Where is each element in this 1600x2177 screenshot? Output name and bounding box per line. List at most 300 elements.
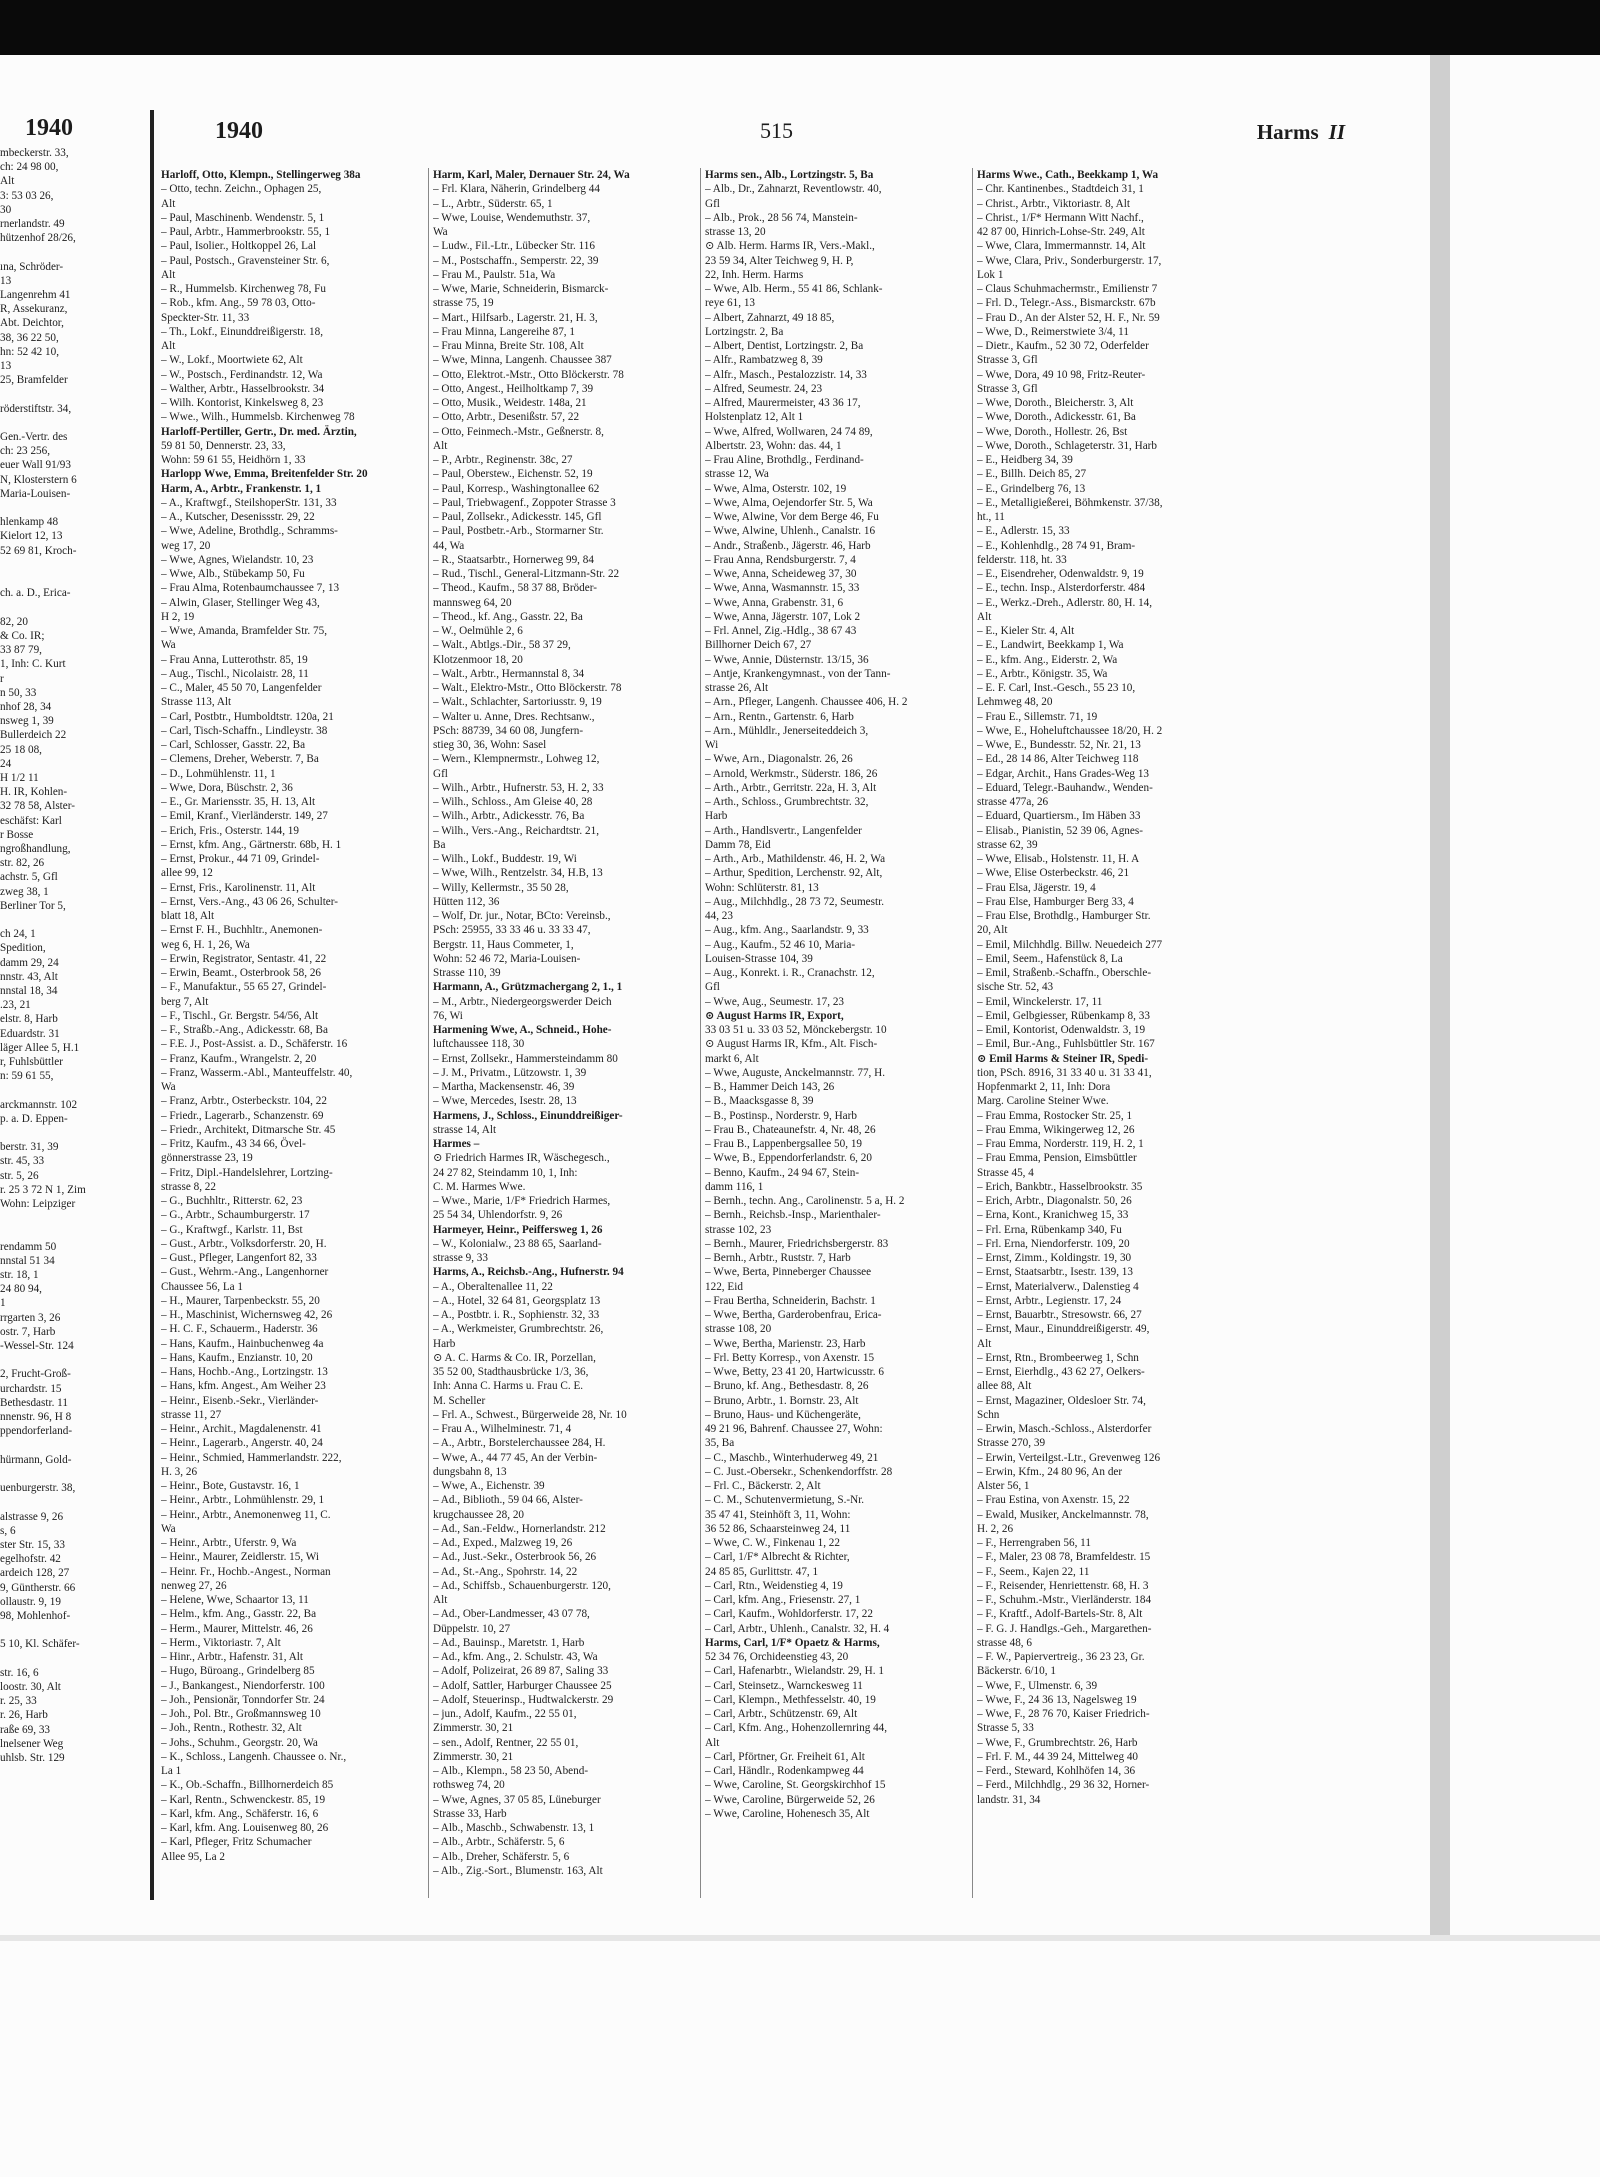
directory-entry: – Emil, Kranf., Vierländerstr. 149, 27: [161, 810, 328, 823]
directory-entry: – Mart., Hilfsarb., Lagerstr. 21, H. 3,: [433, 311, 598, 324]
directory-entry: Harlopp Wwe, Emma, Breitenfelder Str. 20: [161, 468, 368, 481]
directory-entry: Harloff-Pertiller, Gertr., Dr. med. Ärztin,: [161, 425, 357, 438]
directory-entry: – Christ., 1/F* Hermann Witt Nachf.,: [977, 211, 1144, 224]
left-page-line: [0, 1225, 150, 1239]
directory-entry: Harloff, Otto, Klempn., Stellingerweg 38a: [161, 169, 361, 181]
left-page-line: [0, 501, 150, 515]
directory-entry: 25 54 34, Uhlendorfstr. 9, 26: [433, 1209, 563, 1222]
directory-entry: – Paul, Triebwagenf., Zoppoter Strasse 3: [433, 496, 616, 509]
directory-entry: strasse 477a, 26: [977, 796, 1049, 808]
directory-entry: – Alb., Zig.-Sort., Blumenstr. 163, Alt: [433, 1864, 603, 1877]
directory-entry: – B., Postinsp., Norderstr. 9, Harb: [705, 1109, 857, 1122]
left-page-line: nnstal 51 34: [0, 1254, 55, 1267]
directory-entry: Strasse 5, 33: [977, 1722, 1034, 1735]
directory-entry: strasse 9, 33: [433, 1252, 488, 1264]
directory-entry: – Erwin, Registrator, Sentastr. 41, 22: [161, 952, 327, 965]
directory-entry: – Emil, Kontorist, Odenwaldstr. 3, 19: [977, 1024, 1146, 1036]
directory-entry: – Heinr., Schmied, Hammerlandstr. 222,: [161, 1451, 342, 1464]
directory-entry: – Karl, kfm. Ang., Schäferstr. 16, 6: [161, 1807, 319, 1820]
directory-entry: – Wwe, Elisab., Holstenstr. 11, H. A: [977, 853, 1140, 865]
directory-entry: – C., Maschb., Winterhuderweg 49, 21: [705, 1451, 879, 1464]
left-page-line: ch: 23 256,: [0, 445, 51, 458]
directory-entry: – P., Arbtr., Reginenstr. 38c, 27: [433, 454, 573, 466]
directory-entry: – Frau Emma, Rostocker Str. 25, 1: [977, 1109, 1133, 1122]
directory-entry: Marg. Caroline Steiner Wwe.: [977, 1095, 1109, 1108]
directory-entry: Harmeyer, Heinr., Peiffersweg 1, 26: [433, 1223, 603, 1236]
left-page-line: 3: 53 03 26,: [0, 189, 54, 202]
directory-entry: – Heinr., Eisenb.-Sekr., Vierländer-: [161, 1394, 319, 1407]
directory-entry: – Bruno, kf. Ang., Bethesdastr. 8, 26: [705, 1380, 869, 1393]
directory-entry: – Ad., Biblioth., 59 04 66, Alster-: [433, 1494, 583, 1507]
directory-entry: – Ernst, Prokur., 44 71 09, Grindel-: [161, 853, 320, 865]
directory-entry: – Gust., Arbtr., Volksdorferstr. 20, H.: [161, 1237, 327, 1250]
directory-entry: – Herm., Maurer, Mittelstr. 46, 26: [161, 1622, 313, 1635]
directory-entry: – Walther, Arbtr., Hasselbrookstr. 34: [161, 382, 325, 395]
directory-entry: – Erwin, Masch.-Schloss., Alsterdorfer: [977, 1423, 1152, 1435]
directory-entry: – Ad., San.-Feldw., Hornerlandstr. 212: [433, 1522, 606, 1535]
left-page-line: [0, 1353, 150, 1367]
directory-entry: – Alfr., Masch., Pestalozzistr. 14, 33: [705, 368, 867, 381]
left-page-line: Bethesdastr. 11: [0, 1396, 68, 1409]
directory-entry: – Wwe, Anna, Scheideweg 37, 30: [705, 568, 857, 580]
book-gutter: [150, 110, 154, 1900]
directory-entry: 36 52 86, Schaarsteinweg 24, 11: [705, 1522, 851, 1535]
left-page-line: R, Assekuranz,: [0, 303, 68, 316]
directory-entry: – H., Maurer, Tarpenbeckstr. 55, 20: [161, 1294, 320, 1307]
directory-entry: strasse 26, Alt: [705, 682, 769, 694]
directory-entry: Alt: [161, 268, 176, 281]
left-page-line: ostr. 7, Harb: [0, 1325, 56, 1338]
directory-entry: – Wilh., Arbtr., Hufnerstr. 53, H. 2, 33: [433, 781, 604, 794]
directory-entry: – Joh., Pol. Btr., Großmannsweg 10: [161, 1708, 321, 1720]
directory-entry: – Frl. F. M., 44 39 24, Mittelweg 40: [977, 1750, 1139, 1763]
directory-entry: – Frau Emma, Wikingerweg 12, 26: [977, 1123, 1135, 1136]
directory-entry: – Carl, Arbtr., Uhlenh., Canalstr. 32, H. 4: [705, 1622, 890, 1635]
header-year: 1940: [215, 118, 263, 144]
directory-entry: – sen., Adolf, Rentner, 22 55 01,: [433, 1736, 579, 1749]
directory-entry: ⊙ A. C. Harms & Co. IR, Porzellan,: [433, 1351, 596, 1364]
left-page-line: 24: [0, 757, 12, 770]
directory-entry: Albertstr. 23, Wohn: das. 44, 1: [705, 439, 842, 452]
directory-entry: Zimmerstr. 30, 21: [433, 1722, 514, 1735]
directory-entry: – A., Arbtr., Borstelerchaussee 284, H.: [433, 1437, 606, 1450]
left-page-line: röderstiftstr. 34,: [0, 402, 72, 415]
directory-entry: – Ad., Just.-Sekr., Osterbrook 56, 26: [433, 1551, 597, 1564]
directory-entry: Wohn: 52 46 72, Maria-Louisen-: [433, 952, 581, 965]
directory-entry: – Arth., Arb., Mathildenstr. 46, H. 2, Wa: [705, 853, 886, 865]
directory-entry: – W., Kolonialw., 23 88 65, Saarland-: [433, 1237, 602, 1250]
left-page-line: str. 45, 33: [0, 1155, 45, 1168]
left-page-line: Alt: [0, 175, 15, 188]
directory-entry: – Wwe, Annie, Düsternstr. 13/15, 36: [705, 653, 869, 666]
directory-entry: – Ewald, Musiker, Anckelmannstr. 78,: [977, 1508, 1149, 1521]
directory-entry: PSch: 25955, 33 33 46 u. 33 33 47,: [433, 924, 591, 937]
directory-entry: – Karl, Rentn., Schwenckestr. 85, 19: [161, 1793, 326, 1806]
directory-entry: – F., Reisender, Henriettenstr. 68, H. 3: [977, 1579, 1149, 1592]
directory-entry: – Alb., Arbtr., Schäferstr. 5, 6: [433, 1836, 565, 1849]
directory-entry: Alt: [433, 439, 448, 452]
left-page-line: 32 78 58, Alster-: [0, 800, 75, 813]
directory-entry: – L., Arbtr., Süderstr. 65, 1: [433, 197, 553, 210]
directory-entry: – Wwe, E., Hoheluftchaussee 18/20, H. 2: [977, 724, 1163, 737]
directory-entry: dungsbahn 8, 13: [433, 1465, 507, 1478]
left-page-line: n: 59 61 55,: [0, 1070, 54, 1083]
directory-entry: – Wwe, Doroth., Hollestr. 26, Bst: [977, 425, 1128, 438]
left-page-line: ollaustr. 9, 19: [0, 1595, 61, 1608]
directory-entry: – Clemens, Dreher, Weberstr. 7, Ba: [161, 753, 319, 766]
directory-entry: rothsweg 74, 20: [433, 1779, 505, 1792]
left-page-line: hn: 52 42 10,: [0, 345, 60, 358]
directory-entry: – E., Kieler Str. 4, Alt: [977, 625, 1075, 637]
directory-entry: – Eduard, Quartiersm., Im Häben 33: [977, 810, 1141, 823]
directory-entry: – Frau Alma, Rotenbaumchaussee 7, 13: [161, 582, 340, 595]
directory-entry: – Wwe, Alfred, Wollwaren, 24 74 89,: [705, 425, 873, 438]
directory-entry: – Alwin, Glaser, Stellinger Weg 43,: [161, 596, 320, 609]
directory-entry: – W., Postsch., Ferdinandstr. 12, Wa: [161, 368, 323, 381]
left-page-line: Langenrehm 41: [0, 289, 71, 302]
directory-entry: Bäckerstr. 6/10, 1: [977, 1665, 1056, 1678]
left-page-line: H. IR, Kohlen-: [0, 786, 68, 799]
directory-entry: – Carl, Tisch-Schaffn., Lindleystr. 38: [161, 724, 328, 737]
directory-entry: – Paul, Korresp., Washingtonallee 62: [433, 482, 600, 495]
directory-entry: – Ernst, Rtn., Brombeerweg 1, Schn: [977, 1351, 1139, 1364]
directory-entry: – Frau Estina, von Axenstr. 15, 22: [977, 1494, 1130, 1507]
directory-entry: – Wilh., Lokf., Buddestr. 19, Wi: [433, 853, 577, 865]
left-page-line: eschäfst: Karl: [0, 814, 62, 827]
directory-entry: – Karl, kfm. Ang. Louisenweg 80, 26: [161, 1822, 329, 1834]
left-page-line: str. 5, 26: [0, 1169, 39, 1182]
directory-entry: – Heinr., Arbtr., Anemonenweg 11, C.: [161, 1508, 331, 1521]
left-page-year: 1940: [25, 115, 73, 141]
directory-entry: – E., Gr. Mariensstr. 35, H. 13, Alt: [161, 796, 316, 808]
directory-entry: – Gust., Wehrm.-Ang., Langenhorner: [161, 1266, 329, 1279]
left-page-line: arckmannstr. 102: [0, 1098, 78, 1111]
directory-entry: Harb: [433, 1337, 456, 1350]
directory-entry: – C., Maler, 45 50 70, Langenfelder: [161, 682, 322, 694]
directory-entry: ⊙ Emil Harms & Steiner IR, Spedi-: [977, 1052, 1149, 1065]
left-page-line: .23, 21: [0, 999, 31, 1012]
left-page-line: s, 6: [0, 1524, 16, 1537]
directory-entry: – Alfr., Rambatzweg 8, 39: [705, 354, 823, 367]
directory-entry: – jun., Adolf, Kaufm., 22 55 01,: [433, 1708, 577, 1720]
directory-entry: – A., Kraftwgf., SteilshoperStr. 131, 33: [161, 496, 337, 509]
directory-entry: Hopfenmarkt 2, 11, Inh: Dora: [977, 1081, 1111, 1093]
directory-entry: – Hugo, Büroang., Grindelberg 85: [161, 1665, 315, 1678]
left-page-line: n 50, 33: [0, 686, 37, 699]
directory-entry: – Frau M., Paulstr. 51a, Wa: [433, 268, 556, 281]
directory-entry: – Carl, 1/F* Albrecht & Richter,: [705, 1551, 850, 1564]
directory-entry: – Walt., Schlachter, Sartoriusstr. 9, 19: [433, 696, 602, 709]
directory-entry: – Alb., Dr., Zahnarzt, Reventlowstr. 40,: [705, 183, 882, 196]
directory-entry: – K., Schloss., Langenh. Chaussee o. Nr.,: [161, 1750, 347, 1763]
directory-entry: – Bernh., Arbtr., Ruststr. 7, Harb: [705, 1252, 851, 1264]
directory-entry: – Carl, Steinsetz., Warnckesweg 11: [705, 1679, 863, 1692]
directory-entry: – Albert, Zahnarzt, 49 18 85,: [705, 311, 835, 324]
left-page-line: [0, 245, 150, 259]
left-page-line: 13: [0, 274, 12, 287]
directory-entry: – Wwe, Bertha, Marienstr. 23, Harb: [705, 1337, 866, 1350]
directory-entry: – Bernh., Maurer, Friedrichsbergerstr. 83: [705, 1237, 889, 1250]
directory-entry: 23 59 34, Alter Teichweg 9, H. P,: [705, 254, 854, 267]
directory-entry: gönnerstrasse 23, 19: [161, 1152, 253, 1165]
directory-entry: – Otto, Feinmech.-Mstr., Geßnerstr. 8,: [433, 425, 604, 438]
left-page-line: 25, Bramfelder: [0, 374, 68, 387]
directory-entry: – Wwe, Caroline, St. Georgskirchhof 15: [705, 1779, 886, 1792]
left-page-line: 98, Mohlenhof-: [0, 1609, 71, 1622]
directory-entry: – Wwe, Agnes, 37 05 85, Lüneburger: [433, 1793, 601, 1806]
directory-entry: – Dietr., Kaufm., 52 30 72, Oderfelder: [977, 340, 1149, 352]
directory-entry: – Wwe, Dora, Büschstr. 2, 36: [161, 781, 293, 794]
left-page-line: r. 26, Harb: [0, 1709, 48, 1722]
directory-entry: Harmening Wwe, A., Schneid., Hohe-: [433, 1024, 612, 1036]
directory-entry: – Wwe, Aug., Seumestr. 17, 23: [705, 995, 845, 1008]
directory-entry: – Elisab., Pianistin, 52 39 06, Agnes-: [977, 824, 1143, 837]
directory-entry: 42 87 00, Hinrich-Lohse-Str. 249, Alt: [977, 226, 1145, 238]
directory-entry: H. 2, 26: [977, 1522, 1014, 1535]
directory-entry: – G., Buchhltr., Ritterstr. 62, 23: [161, 1195, 303, 1207]
directory-entry: – F. G. J. Handlgs.-Geh., Margarethen-: [977, 1622, 1152, 1635]
directory-entry: – Wwe, Arn., Diagonalstr. 26, 26: [705, 753, 853, 766]
directory-entry: allee 88, Alt: [977, 1380, 1032, 1393]
directory-entry: – K., Ob.-Schaffn., Billhornerdeich 85: [161, 1779, 334, 1792]
directory-entry: 49 21 96, Bahrenf. Chaussee 27, Wohn:: [705, 1423, 883, 1435]
directory-entry: – Willy, Kellermstr., 35 50 28,: [433, 881, 569, 894]
directory-entry: – Hans, Hochb.-Ang., Lortzingstr. 13: [161, 1366, 328, 1378]
directory-entry: – Heinr., Archit., Magdalenenstr. 41: [161, 1423, 322, 1435]
directory-entry: – Ad., St.-Ang., Spohrstr. 14, 22: [433, 1565, 578, 1578]
directory-entry: 33 03 51 u. 33 03 52, Mönckebergstr. 10: [705, 1024, 887, 1036]
directory-entry: strasse 102, 23: [705, 1223, 772, 1236]
directory-entry: Schn: [977, 1408, 1000, 1421]
directory-entry: strasse 62, 39: [977, 838, 1038, 851]
directory-entry: – Theod., kf. Ang., Gasstr. 22, Ba: [433, 610, 583, 623]
directory-entry: – H. C. F., Schauerm., Haderstr. 36: [161, 1323, 318, 1336]
directory-entry: – Wwe, E., Bundesstr. 52, Nr. 21, 13: [977, 739, 1141, 751]
directory-entry: – Wwe, Mercedes, Isestr. 28, 13: [433, 1095, 577, 1108]
left-page-line: 24 80 94,: [0, 1283, 42, 1296]
left-page-line: egelhofstr. 42: [0, 1553, 61, 1566]
directory-entry: Harmens, J., Schloss., Einunddreißiger-: [433, 1109, 623, 1122]
directory-entry: – Carl, Pförtner, Gr. Freiheit 61, Alt: [705, 1750, 865, 1763]
header-page-number: 515: [760, 118, 793, 143]
directory-entry: – E., Grindelberg 76, 13: [977, 482, 1086, 495]
directory-entry: – M., Postschaffn., Semperstr. 22, 39: [433, 254, 599, 267]
directory-entry: Harmes –: [433, 1138, 480, 1150]
directory-entry: – Wwe, F., 24 36 13, Nagelsweg 19: [977, 1693, 1137, 1706]
directory-entry: Lok 1: [977, 268, 1004, 281]
directory-column-1: [161, 168, 423, 1903]
directory-entry: krugchaussee 28, 20: [433, 1508, 525, 1521]
directory-entry: – Hans, Kaufm., Enzianstr. 10, 20: [161, 1351, 313, 1364]
directory-entry: – Wern., Klempnermstr., Lohweg 12,: [433, 753, 600, 766]
left-page-line: Abt. Deichtor,: [0, 317, 64, 330]
directory-column-3: [705, 168, 967, 1903]
directory-entry: – Wwe, Berta, Pinneberger Chaussee: [705, 1266, 872, 1279]
directory-entry: – Wwe, Caroline, Bürgerweide 52, 26: [705, 1793, 875, 1806]
directory-entry: 20, Alt: [977, 924, 1008, 937]
directory-entry: – C. Just.-Obersekr., Schenkendorffstr. 28: [705, 1465, 893, 1478]
directory-entry: – Frl. Klara, Näherin, Grindelberg 44: [433, 183, 600, 196]
left-page-line: -Wessel-Str. 124: [0, 1340, 74, 1353]
directory-entry: – Carl, Kaufm., Wohldorferstr. 17, 22: [705, 1608, 873, 1621]
directory-entry: – Frau Anna, Lutterothstr. 85, 19: [161, 653, 308, 666]
directory-entry: – Alb., Klempn., 58 23 50, Abend-: [433, 1765, 589, 1777]
directory-entry: – M., Arbtr., Niedergeorgswerder Deich: [433, 995, 612, 1008]
directory-entry: – Wwe, F., Grumbrechtstr. 26, Harb: [977, 1736, 1138, 1749]
directory-entry: mannsweg 64, 20: [433, 596, 512, 609]
directory-entry: Strasse 113, Alt: [161, 696, 232, 709]
directory-entry: Damm 78, Eid: [705, 838, 771, 851]
directory-entry: – Frau Elsa, Jägerstr. 19, 4: [977, 881, 1096, 894]
directory-entry: – Wwe, Alwine, Vor dem Berge 46, Fu: [705, 511, 879, 523]
directory-entry: Strasse 110, 39: [433, 967, 501, 979]
left-page-line: ch 24, 1: [0, 928, 36, 941]
directory-entry: – Wwe, Doroth., Schlageterstr. 31, Harb: [977, 439, 1157, 452]
directory-entry: weg 17, 20: [161, 539, 211, 552]
directory-entry: – Franz, Arbtr., Osterbeckstr. 104, 22: [161, 1095, 327, 1108]
directory-entry: 35, Ba: [705, 1437, 735, 1450]
left-page-line: [0, 1652, 150, 1666]
directory-entry: – Aug., Tischl., Nicolaistr. 28, 11: [161, 667, 309, 680]
directory-entry: – Heinr., Arbtr., Uferstr. 9, Wa: [161, 1537, 297, 1549]
directory-entry: strasse 12, Wa: [705, 468, 769, 481]
directory-entry: – Arth., Handlsvertr., Langenfelder: [705, 824, 862, 837]
directory-entry: – E., Billh. Deich 85, 27: [977, 468, 1087, 481]
directory-entry: – Wwe., Wilh., Hummelsb. Kirchenweg 78: [161, 411, 355, 424]
directory-entry: – Wwe., Marie, 1/F* Friedrich Harmes,: [433, 1195, 611, 1207]
directory-entry: Strasse 270, 39: [977, 1437, 1046, 1450]
directory-entry: – Wwe, Betty, 23 41 20, Hartwicusstr. 6: [705, 1366, 884, 1378]
directory-entry: – E., techn. Insp., Alsterdorferstr. 484: [977, 582, 1146, 595]
directory-entry: strasse 108, 20: [705, 1323, 772, 1336]
left-page-line: N, Klosterstern 6: [0, 473, 77, 486]
directory-entry: Chaussee 56, La 1: [161, 1280, 244, 1293]
left-page-line: euer Wall 91/93: [0, 459, 71, 472]
directory-entry: 35 47 41, Steinhöft 3, 11, Wohn:: [705, 1508, 851, 1521]
directory-entry: 44, Wa: [433, 539, 465, 552]
directory-entry: M. Scheller: [433, 1394, 486, 1407]
left-page-line: 38, 36 22 50,: [0, 331, 59, 344]
directory-entry: – Frau Minna, Langereihe 87, 1: [433, 325, 575, 338]
directory-entry: – Bruno, Arbtr., 1. Bornstr. 23, Alt: [705, 1394, 859, 1407]
directory-entry: Wohn: 59 61 55, Heidhörn 1, 33: [161, 454, 306, 466]
directory-entry: – Wwe, Caroline, Hohenesch 35, Alt: [705, 1807, 870, 1820]
directory-entry: – Otto, techn. Zeichn., Ophagen 25,: [161, 183, 322, 196]
directory-entry: Zimmerstr. 30, 21: [433, 1750, 514, 1763]
directory-entry: – Wwe, Alma, Osterstr. 102, 19: [705, 482, 847, 495]
left-page-line: nhof 28, 34: [0, 700, 52, 713]
directory-entry: Wi: [705, 739, 719, 751]
directory-entry: strasse 11, 27: [161, 1408, 222, 1421]
directory-entry: – Erich, Fris., Osterstr. 144, 19: [161, 824, 299, 837]
directory-entry: – B., Hammer Deich 143, 26: [705, 1081, 835, 1093]
directory-entry: Speckter-Str. 11, 33: [161, 311, 250, 324]
directory-entry: Alster 56, 1: [977, 1480, 1030, 1492]
directory-entry: – Frl. Erna, Niendorferstr. 109, 20: [977, 1237, 1130, 1250]
directory-entry: felderstr. 118, ht. 33: [977, 553, 1067, 566]
left-page-line: r, Fuhlsbüttler: [0, 1056, 63, 1068]
directory-entry: – Wwe, Alwine, Uhlenh., Canalstr. 16: [705, 525, 876, 538]
directory-entry: – Wwe, A., Eichenstr. 39: [433, 1480, 545, 1492]
left-page-line: berstr. 31, 39: [0, 1141, 59, 1154]
directory-entry: – Adolf, Sattler, Harburger Chaussee 25: [433, 1679, 612, 1692]
left-page-line: loostr. 30, Alt: [0, 1680, 61, 1693]
directory-entry: strasse 14, Alt: [433, 1123, 497, 1136]
directory-entry: Bergstr. 11, Haus Commeter, 1,: [433, 938, 574, 951]
directory-entry: – Heinr. Fr., Hochb.-Angest., Norman: [161, 1565, 331, 1578]
directory-entry: – Frau B., Chateaunefstr. 4, Nr. 48, 26: [705, 1123, 876, 1136]
directory-entry: Alt: [977, 610, 992, 623]
directory-entry: berg 7, Alt: [161, 995, 209, 1008]
directory-entry: – Ernst, Maur., Einunddreißigerstr. 49,: [977, 1323, 1150, 1336]
directory-entry: – F. W., Papiervertreig., 36 23 23, Gr.: [977, 1651, 1145, 1663]
directory-entry: – Wwe, Alb. Herm., 55 41 86, Schlank-: [705, 283, 883, 295]
directory-entry: Alt: [705, 1736, 720, 1749]
directory-entry: – Carl, Rtn., Weidenstieg 4, 19: [705, 1579, 843, 1592]
directory-entry: – Wwe, Bertha, Garderobenfrau, Erica-: [705, 1309, 882, 1321]
directory-entry: – Ernst F. H., Buchhltr., Anemonen-: [161, 924, 323, 937]
directory-entry: Holstenplatz 12, Alt 1: [705, 411, 804, 424]
directory-entry: – J., Bankangest., Niendorferstr. 100: [161, 1679, 325, 1692]
directory-entry: – Arthur, Spedition, Lerchenstr. 92, Alt,: [705, 867, 883, 880]
directory-entry: – Albert, Dentist, Lortzingstr. 2, Ba: [705, 340, 864, 352]
directory-entry: – Frau Else, Hamburger Berg 33, 4: [977, 895, 1134, 908]
left-page-line: [0, 601, 150, 615]
directory-entry: – Ad., Exped., Malzweg 19, 26: [433, 1537, 573, 1549]
directory-entry: strasse 75, 19: [433, 297, 494, 310]
directory-entry: – Frl. Erna, Rübenkamp 340, Fu: [977, 1223, 1122, 1236]
directory-entry: – H., Maschinist, Wichernsweg 42, 26: [161, 1309, 333, 1321]
directory-entry: – Eduard, Telegr.-Bauhandw., Wenden-: [977, 781, 1153, 794]
left-page-line: 30: [0, 203, 12, 216]
directory-entry: – Heinr., Arbtr., Lohmühlenstr. 29, 1: [161, 1494, 325, 1507]
directory-entry: – E., Arbtr., Königstr. 35, Wa: [977, 667, 1108, 680]
directory-entry: – Wwe, F., Ulmenstr. 6, 39: [977, 1679, 1098, 1692]
directory-entry: – Frau A., Wilhelminestr. 71, 4: [433, 1423, 572, 1435]
header-volume: II: [1328, 120, 1345, 144]
directory-entry: – Arn., Pfleger, Langenh. Chaussee 406, H. 2: [705, 696, 908, 709]
directory-entry: – Otto, Musik., Weidestr. 148a, 21: [433, 397, 587, 409]
directory-entry: – Aug., Milchhdlg., 28 73 72, Seumestr.: [705, 895, 884, 908]
left-page-line: [0, 913, 150, 927]
directory-entry: – Wilh., Schloss., Am Gleise 40, 28: [433, 796, 593, 808]
directory-entry: – Aug., Konrekt. i. R., Cranachstr. 12,: [705, 967, 875, 979]
directory-entry: – Aug., kfm. Ang., Saarlandstr. 9, 33: [705, 924, 869, 937]
left-page-line: [0, 416, 150, 430]
directory-entry: – Carl, Hafenarbtr., Wielandstr. 29, H. 1: [705, 1665, 884, 1678]
left-page-line: alstrasse 9, 26: [0, 1510, 64, 1523]
directory-entry: – Erich, Arbtr., Diagonalstr. 50, 26: [977, 1195, 1132, 1207]
directory-entry: – Chr. Kantinenbes., Stadtdeich 31, 1: [977, 183, 1144, 196]
directory-entry: Harms Wwe., Cath., Beekkamp 1, Wa: [977, 169, 1159, 181]
directory-entry: Harms sen., Alb., Lortzingstr. 5, Ba: [705, 169, 874, 181]
directory-entry: – G., Arbtr., Schaumburgerstr. 17: [161, 1209, 310, 1222]
directory-entry: Billhorner Deich 67, 27: [705, 639, 812, 652]
left-page-line: 9, Güntherstr. 66: [0, 1581, 76, 1594]
directory-entry: – F.E. J., Post-Assist. a. D., Schäferstr. 16: [161, 1038, 348, 1051]
directory-entry: – Wolf, Dr. jur., Notar, BCto: Vereinsb.,: [433, 910, 611, 922]
column-divider: [428, 168, 429, 1898]
directory-entry: – Ed., 28 14 86, Alter Teichweg 118: [977, 753, 1139, 766]
directory-entry: – Erwin, Verteilgst.-Ltr., Grevenweg 126: [977, 1451, 1161, 1464]
directory-entry: – Wwe, Anna, Grabenstr. 31, 6: [705, 596, 844, 609]
directory-entry: – Carl, Händlr., Rodenkampweg 44: [705, 1765, 864, 1777]
directory-entry: Gfl: [433, 767, 448, 780]
directory-entry: – Ferd., Milchhdlg., 29 36 32, Horner-: [977, 1779, 1150, 1792]
directory-entry: – Frl. A., Schwest., Bürgerweide 28, Nr. 10: [433, 1408, 627, 1421]
directory-entry: – Frl. C., Bäckerstr. 2, Alt: [705, 1480, 821, 1492]
directory-entry: – Ludw., Fil.-Ltr., Lübecker Str. 116: [433, 240, 595, 253]
